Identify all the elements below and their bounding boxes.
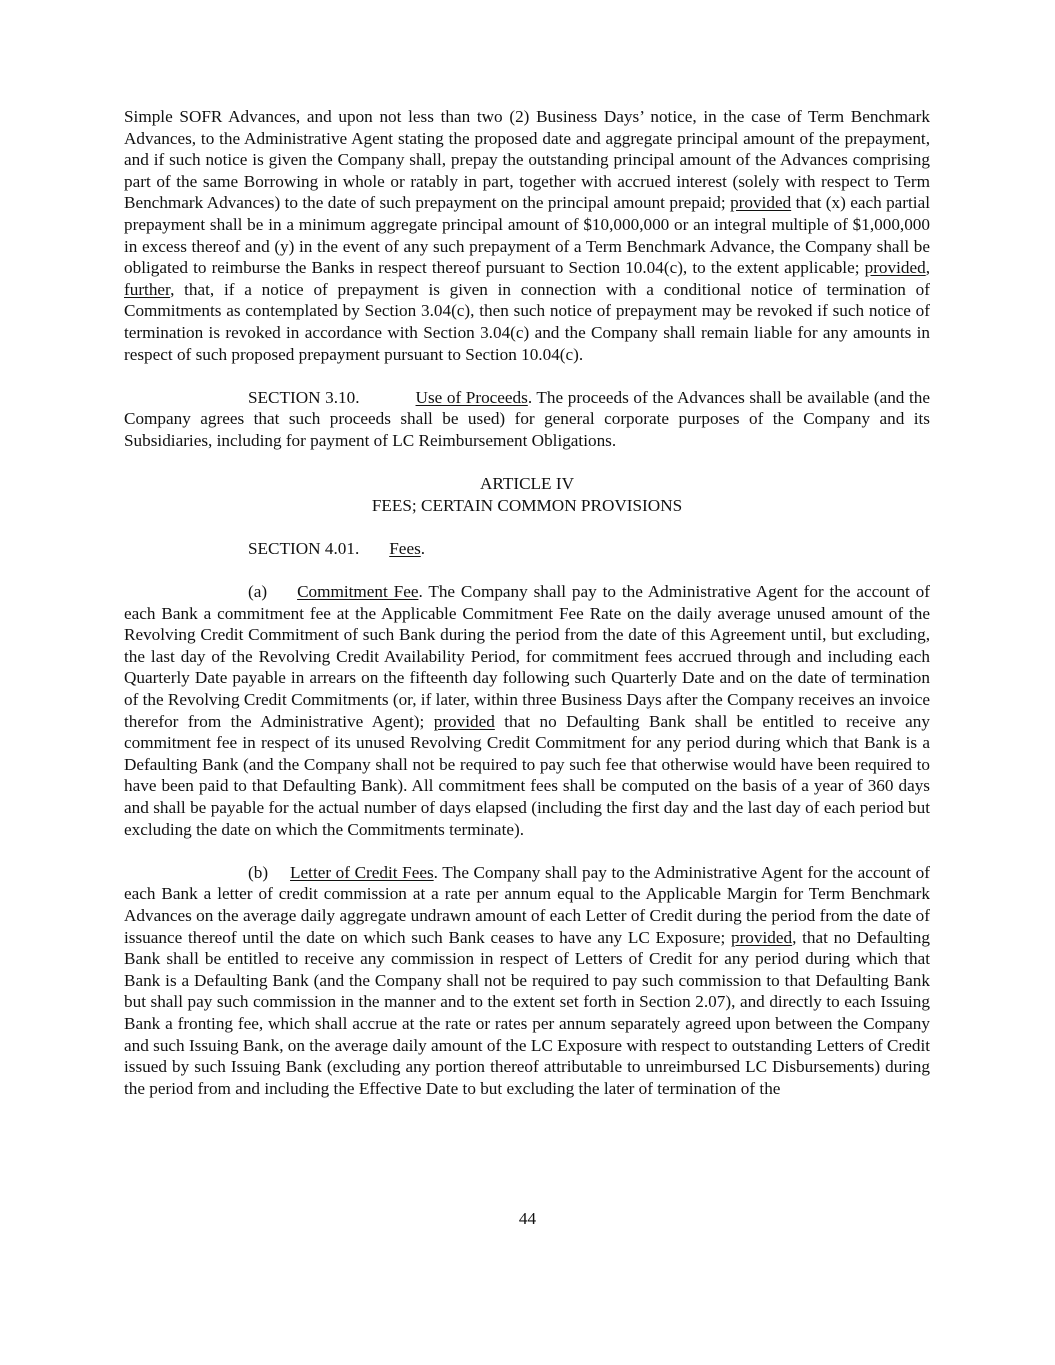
article-title: FEES; CERTAIN COMMON PROVISIONS [371,495,683,515]
clause-title: Letter of Credit Fees [290,862,434,882]
text-run: Simple SOFR Advances, and upon not less than two (2) Business Days’ notice, in the case of Term Benchmark Advances, to the Administrative Agent stating the proposed date and aggregate principal amount of the prepayment, and if such notice is given the Company shall, prepay the outstanding principal amount of the Advances comprising part of the same Borrowing in whole or ratably in part, together with accrued interest (solely with respect to Term Benchmark Advances) to the date of such prepayment on the principal amount prepaid; [124,107,930,213]
provided-term: provided [730,193,792,213]
section-number: SECTION 4.01. [248,538,360,558]
clause-title: Commitment Fee [297,582,419,602]
article-heading: ARTICLE IV [480,474,574,494]
section-title: Fees [389,538,421,558]
page-number: 44 [518,1209,537,1228]
clause-b-letter-of-credit-fees [124,862,930,1100]
paragraph-prepayment-continued [124,106,930,365]
clause-label: (b) [248,862,269,882]
section-title: Use of Proceeds [415,387,528,407]
text-run: . The Company shall pay to the Administrative Agent for the account of each Bank a letter of credit commission at a rate per annum equal to the Applicable Margin for Term Benchmark Advances on the average daily aggregate undrawn amount of each Letter of Credit during the period from the date of issuance thereof until the date on which such Bank ceases to have any LC Exposure; [124,862,930,947]
provided-term: provided [864,258,926,278]
text-run: , [925,258,930,278]
document-body [124,106,930,1099]
clause-label: (a) [248,582,268,602]
text-run: that no Defaulting Bank shall be entitled to receive any commitment fee in respect of its unused Revolving Credit Commitment for any period during which that Bank is a Defaulting Bank (and the Company shall not be required to pay such fee that otherwise would have been required to have been paid to that Defaulting Bank). All commitment fees shall be computed on the basis of a year of 360 days and shall be payable for the actual number of days elapsed (including the first day and the last day of each period but excluding the date on which the Commitments terminate). [124,711,930,839]
section-3-10-paragraph [124,387,930,452]
provided-term: provided [433,711,495,731]
text-run: , that, if a notice of prepayment is given in connection with a conditional notice of termination of Commitments as contemplated by Section 3.04(c), then such notice of prepayment may be revoked if such notice of termination is revoked in accordance with Section 3.04(c) and the Company shall remain liable for any amounts in respect of such proposed prepayment pursuant to Section 10.04(c). [124,279,930,364]
text-run: . [420,538,426,558]
clause-a-commitment-fee [124,581,930,840]
text-run: , that no Defaulting Bank shall be entitled to receive any commission in respect of Letters of Credit for any period during which that Bank is a Defaulting Bank (and the Company shall not be required to pay such commission to that Defaulting Bank but shall pay such commission in the manner and to the extent set forth in Section 2.07), and directly to each Issuing Bank a fronting fee, which shall accrue at the rate or rates per annum separately agreed upon between the Company and such Issuing Bank, on the average daily amount of the LC Exposure with respect to outstanding Letters of Credit issued by such Issuing Bank (excluding any portion thereof attributable to unreimbursed LC Disbursements) during the period from and including the Effective Date to but excluding the later of termination of the [124,927,930,1098]
provided-term: provided [730,927,793,947]
text-run: . The Company shall pay to the Administrative Agent for the account of each Bank a commitment fee at the Applicable Commitment Fee Rate on the daily average unused amount of the Revolving Credit Commitment of such Bank during the period from the date of this Agreement until, but excluding, the last day of the Revolving Credit Availability Period, for commitment fees accrued through and including each Quarterly Date payable in arrears on the fifteenth day following such Quarterly Date and on the date of termination of the Revolving Credit Commitments (or, if later, within three Business Days after the Company receives an invoice therefor from the Administrative Agent); [124,582,930,731]
further-term: further [124,279,171,299]
text-run: that (x) each partial prepayment shall be in a minimum aggregate principal amount of $10,000,000 or an integral multiple of $1,000,000 in excess thereof and (y) in the event of any such prepayment of a Term Benchmark Advance, the Company shall be obligated to reimburse the Banks in respect thereof pursuant to Section 10.04(c), to the extent applicable; [124,193,930,278]
section-number: SECTION 3.10. [248,387,360,407]
text-run: . The proceeds of the Advances shall be available (and the Company agrees that such proceeds shall be used) for general corporate purposes of the Company and its Subsidiaries, including for payment of LC Reimbursement Obligations. [124,387,930,450]
section-4-01-heading [124,538,930,560]
